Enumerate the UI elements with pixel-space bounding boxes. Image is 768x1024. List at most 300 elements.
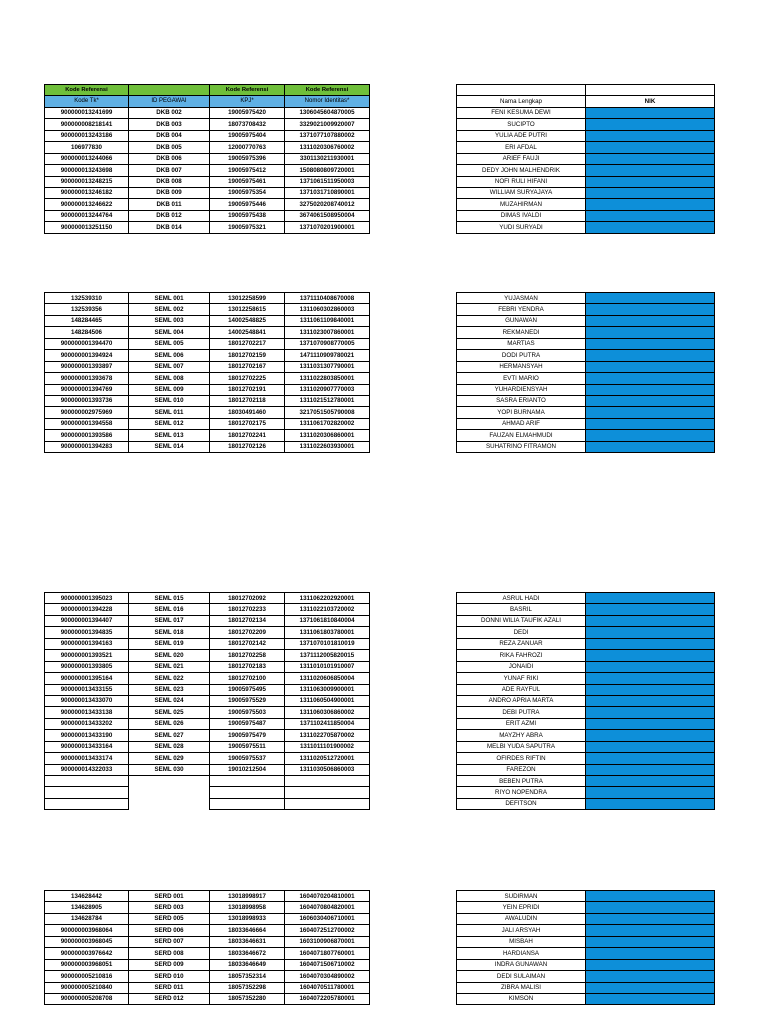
cell-nomor-identitas[interactable] [285, 776, 370, 787]
cell-nomor-identitas[interactable]: 1311020512720001 [285, 753, 370, 764]
cell-nik[interactable] [586, 776, 715, 787]
cell-kpj[interactable]: 18012702241 [210, 430, 285, 441]
cell-kode-tk[interactable]: 134628784 [45, 913, 129, 924]
cell-kpj[interactable]: 13012258615 [210, 304, 285, 315]
cell-kpj[interactable]: 18057352314 [210, 971, 285, 982]
cell-nik[interactable] [586, 361, 715, 372]
cell-kode-tk[interactable]: 900000001394924 [45, 350, 129, 361]
cell-nik[interactable] [586, 315, 715, 326]
cell-kpj[interactable]: 18012702191 [210, 384, 285, 395]
cell-nik[interactable] [586, 407, 715, 418]
cell-id-pegawai[interactable]: DKB 004 [129, 130, 210, 141]
cell-nomor-identitas[interactable]: 1371061810840004 [285, 615, 370, 626]
cell-kode-tk[interactable]: 900000013244066 [45, 153, 129, 164]
cell-kode-tk[interactable]: 900000003968051 [45, 959, 129, 970]
cell-nomor-identitas[interactable]: 1604070304890002 [285, 971, 370, 982]
cell-kode-tk[interactable]: 900000001393586 [45, 430, 129, 441]
cell-nomor-identitas[interactable]: 1311021512780001 [285, 395, 370, 406]
cell-kpj[interactable]: 19005975529 [210, 695, 285, 706]
cell-kpj[interactable]: 18030491460 [210, 407, 285, 418]
cell-nomor-identitas[interactable]: 1311063009900001 [285, 684, 370, 695]
cell-kode-tk[interactable]: 900000003968064 [45, 925, 129, 936]
cell-kode-tk[interactable]: 900000013244764 [45, 210, 129, 221]
cell-kode-tk[interactable]: 900000005208708 [45, 993, 129, 1004]
cell-nama-lengkap[interactable]: AWALUDIN [457, 913, 586, 924]
cell-nik[interactable] [586, 142, 715, 153]
cell-id-pegawai[interactable] [129, 798, 210, 809]
cell-id-pegawai[interactable]: SEML 025 [129, 707, 210, 718]
cell-nomor-identitas[interactable]: 1604070804820001 [285, 902, 370, 913]
cell-id-pegawai[interactable]: DKB 014 [129, 222, 210, 233]
cell-kpj[interactable]: 19005975537 [210, 753, 285, 764]
cell-nik[interactable] [586, 430, 715, 441]
cell-kode-tk[interactable]: 900000001394769 [45, 384, 129, 395]
cell-nik[interactable] [586, 971, 715, 982]
cell-kpj[interactable]: 18012702159 [210, 350, 285, 361]
cell-id-pegawai[interactable]: SEML 018 [129, 627, 210, 638]
cell-nomor-identitas[interactable]: 1371102411850004 [285, 718, 370, 729]
cell-kode-tk[interactable]: 900000013243186 [45, 130, 129, 141]
cell-kode-tk[interactable]: 900000008218141 [45, 119, 129, 130]
cell-id-pegawai[interactable]: SEML 013 [129, 430, 210, 441]
cell-nomor-identitas[interactable]: 1604071807760001 [285, 948, 370, 959]
cell-id-pegawai[interactable] [129, 787, 210, 798]
cell-nik[interactable] [586, 304, 715, 315]
cell-nik[interactable] [586, 718, 715, 729]
cell-nama-lengkap[interactable]: SUHATRINO FITRAMON [457, 441, 586, 452]
cell-kode-tk[interactable]: 900000003968045 [45, 936, 129, 947]
cell-nama-lengkap[interactable]: FEBRI YENDRA [457, 304, 586, 315]
cell-nomor-identitas[interactable]: 1604072512700002 [285, 925, 370, 936]
cell-kode-tk[interactable]: 900000013433164 [45, 741, 129, 752]
cell-kode-tk[interactable]: 900000001395023 [45, 593, 129, 604]
cell-nama-lengkap[interactable]: MELBI YUDA SAPUTRA [457, 741, 586, 752]
cell-nama-lengkap[interactable]: BASRIL [457, 604, 586, 615]
cell-kpj[interactable]: 19005975412 [210, 165, 285, 176]
cell-nik[interactable] [586, 902, 715, 913]
cell-kpj[interactable]: 18012702100 [210, 673, 285, 684]
cell-kpj[interactable]: 19005975503 [210, 707, 285, 718]
cell-id-pegawai[interactable]: SEML 020 [129, 650, 210, 661]
cell-nik[interactable] [586, 982, 715, 993]
cell-nama-lengkap[interactable]: YUDI SURYADI [457, 222, 586, 233]
cell-id-pegawai[interactable]: SERD 012 [129, 993, 210, 1004]
cell-nik[interactable] [586, 707, 715, 718]
cell-nik[interactable] [586, 959, 715, 970]
cell-nomor-identitas[interactable]: 1311022705870002 [285, 730, 370, 741]
cell-kode-tk[interactable]: 134628905 [45, 902, 129, 913]
cell-id-pegawai[interactable]: SEML 007 [129, 361, 210, 372]
cell-nomor-identitas[interactable]: 1371061511950003 [285, 176, 370, 187]
cell-kpj[interactable]: 18033646649 [210, 959, 285, 970]
cell-kode-tk[interactable]: 900000013246622 [45, 199, 129, 210]
cell-nomor-identitas[interactable]: 3329021009920007 [285, 119, 370, 130]
cell-id-pegawai[interactable]: SEML 009 [129, 384, 210, 395]
cell-id-pegawai[interactable]: SEML 021 [129, 661, 210, 672]
cell-nik[interactable] [586, 604, 715, 615]
cell-nik[interactable] [586, 787, 715, 798]
cell-nomor-identitas[interactable]: 1606030406710001 [285, 913, 370, 924]
cell-nik[interactable] [586, 936, 715, 947]
cell-id-pegawai[interactable]: DKB 005 [129, 142, 210, 153]
cell-kode-tk[interactable]: 900000013243698 [45, 165, 129, 176]
cell-id-pegawai[interactable]: DKB 007 [129, 165, 210, 176]
cell-kode-tk[interactable]: 900000001393805 [45, 661, 129, 672]
cell-id-pegawai[interactable]: SEML 003 [129, 315, 210, 326]
cell-nama-lengkap[interactable]: RIYO NOPENDRA [457, 787, 586, 798]
cell-kode-tk[interactable]: 132539356 [45, 304, 129, 315]
cell-nama-lengkap[interactable]: BEBEN PUTRA [457, 776, 586, 787]
cell-kode-tk[interactable] [45, 776, 129, 787]
cell-nik[interactable] [586, 119, 715, 130]
cell-nomor-identitas[interactable]: 1604072205780001 [285, 993, 370, 1004]
cell-kode-tk[interactable]: 900000013251150 [45, 222, 129, 233]
cell-kpj[interactable]: 19005975438 [210, 210, 285, 221]
cell-kode-tk[interactable]: 900000001394835 [45, 627, 129, 638]
cell-nama-lengkap[interactable]: SUCIPTO [457, 119, 586, 130]
cell-id-pegawai[interactable]: SEML 006 [129, 350, 210, 361]
cell-id-pegawai[interactable]: SEML 023 [129, 684, 210, 695]
cell-id-pegawai[interactable]: DKB 012 [129, 210, 210, 221]
cell-kpj[interactable]: 18012702233 [210, 604, 285, 615]
cell-kode-tk[interactable]: 900000013248215 [45, 176, 129, 187]
cell-id-pegawai[interactable]: DKB 003 [129, 119, 210, 130]
cell-kode-tk[interactable]: 900000001395164 [45, 673, 129, 684]
cell-nik[interactable] [586, 327, 715, 338]
cell-kode-tk[interactable]: 900000013433190 [45, 730, 129, 741]
cell-nik[interactable] [586, 176, 715, 187]
cell-nik[interactable] [586, 384, 715, 395]
cell-kpj[interactable]: 18012702217 [210, 338, 285, 349]
cell-kpj[interactable]: 18012702142 [210, 638, 285, 649]
cell-nik[interactable] [586, 627, 715, 638]
cell-nomor-identitas[interactable]: 1311022103720002 [285, 604, 370, 615]
cell-nama-lengkap[interactable]: DEBI PUTRA [457, 707, 586, 718]
cell-kode-tk[interactable]: 900000002975969 [45, 407, 129, 418]
cell-nama-lengkap[interactable]: REZA ZANUAR [457, 638, 586, 649]
cell-nik[interactable] [586, 798, 715, 809]
cell-nomor-identitas[interactable]: 1371070908770005 [285, 338, 370, 349]
cell-kode-tk[interactable]: 900000005210816 [45, 971, 129, 982]
cell-nik[interactable] [586, 891, 715, 902]
cell-id-pegawai[interactable]: SERD 011 [129, 982, 210, 993]
cell-kpj[interactable]: 19005975495 [210, 684, 285, 695]
cell-nomor-identitas[interactable]: 1603100906870001 [285, 936, 370, 947]
cell-nama-lengkap[interactable]: JONAIDI [457, 661, 586, 672]
cell-nomor-identitas[interactable] [285, 787, 370, 798]
cell-nama-lengkap[interactable]: NOFI RULI HIFANI [457, 176, 586, 187]
cell-id-pegawai[interactable]: SEML 027 [129, 730, 210, 741]
cell-nama-lengkap[interactable]: HARDIANSA [457, 948, 586, 959]
cell-nomor-identitas[interactable]: 3217051505790008 [285, 407, 370, 418]
cell-nomor-identitas[interactable]: 1311060302860003 [285, 304, 370, 315]
cell-id-pegawai[interactable]: SEML 016 [129, 604, 210, 615]
cell-nomor-identitas[interactable]: 1371070201900001 [285, 222, 370, 233]
cell-id-pegawai[interactable]: SEML 008 [129, 373, 210, 384]
cell-kode-tk[interactable]: 900000001394558 [45, 418, 129, 429]
cell-nik[interactable] [586, 187, 715, 198]
cell-nomor-identitas[interactable]: 1306045604870005 [285, 107, 370, 118]
cell-nama-lengkap[interactable]: DEDI [457, 627, 586, 638]
cell-kpj[interactable]: 18012702175 [210, 418, 285, 429]
cell-nomor-identitas[interactable]: 1311011101900002 [285, 741, 370, 752]
cell-kpj[interactable]: 12000770763 [210, 142, 285, 153]
cell-nomor-identitas[interactable]: 3674061508950004 [285, 210, 370, 221]
cell-kode-tk[interactable]: 900000001393521 [45, 650, 129, 661]
cell-id-pegawai[interactable]: SERD 010 [129, 971, 210, 982]
cell-nik[interactable] [586, 153, 715, 164]
cell-id-pegawai[interactable]: SEML 011 [129, 407, 210, 418]
cell-nomor-identitas[interactable]: 1311061803780001 [285, 627, 370, 638]
cell-nama-lengkap[interactable]: DONNI WILIA TAUFIK AZALI [457, 615, 586, 626]
cell-id-pegawai[interactable]: SERD 008 [129, 948, 210, 959]
cell-nik[interactable] [586, 222, 715, 233]
cell-nama-lengkap[interactable]: ADE RAYFUL [457, 684, 586, 695]
cell-nomor-identitas[interactable]: 1371110408670008 [285, 293, 370, 304]
cell-nama-lengkap[interactable]: DIMAS IVALDI [457, 210, 586, 221]
cell-kpj[interactable]: 18012702167 [210, 361, 285, 372]
cell-id-pegawai[interactable]: DKB 011 [129, 199, 210, 210]
cell-kpj[interactable]: 13018998933 [210, 913, 285, 924]
cell-kode-tk[interactable]: 900000001394470 [45, 338, 129, 349]
cell-nik[interactable] [586, 293, 715, 304]
cell-nik[interactable] [586, 418, 715, 429]
cell-kode-tk[interactable]: 132539310 [45, 293, 129, 304]
cell-nomor-identitas[interactable]: 1508080809720001 [285, 165, 370, 176]
cell-nama-lengkap[interactable]: MISBAH [457, 936, 586, 947]
cell-kpj[interactable]: 13012258599 [210, 293, 285, 304]
cell-nama-lengkap[interactable]: YOPI BURNAMA [457, 407, 586, 418]
cell-nik[interactable] [586, 684, 715, 695]
cell-kpj[interactable]: 13018998958 [210, 902, 285, 913]
cell-kode-tk[interactable] [45, 787, 129, 798]
cell-nama-lengkap[interactable]: ARIEF FAUJI [457, 153, 586, 164]
cell-id-pegawai[interactable]: DKB 006 [129, 153, 210, 164]
cell-nik[interactable] [586, 165, 715, 176]
cell-id-pegawai[interactable]: SEML 014 [129, 441, 210, 452]
cell-kpj[interactable]: 18057352298 [210, 982, 285, 993]
cell-nama-lengkap[interactable]: FAREZON [457, 764, 586, 775]
cell-nama-lengkap[interactable]: YUJASMAN [457, 293, 586, 304]
cell-kode-tk[interactable]: 900000001394228 [45, 604, 129, 615]
cell-kpj[interactable]: 18012702258 [210, 650, 285, 661]
cell-nama-lengkap[interactable]: YUNAF RIKI [457, 673, 586, 684]
cell-nik[interactable] [586, 441, 715, 452]
cell-nomor-identitas[interactable]: 1371112005820015 [285, 650, 370, 661]
cell-nama-lengkap[interactable]: SASRA ERIANTO [457, 395, 586, 406]
cell-nomor-identitas[interactable]: 1311020606850004 [285, 673, 370, 684]
cell-kpj[interactable]: 19010212504 [210, 764, 285, 775]
cell-kpj[interactable]: 18057352280 [210, 993, 285, 1004]
cell-nama-lengkap[interactable]: REKMANEDI [457, 327, 586, 338]
cell-nomor-identitas[interactable]: 1311022603930001 [285, 441, 370, 452]
cell-kpj[interactable] [210, 787, 285, 798]
cell-kpj[interactable]: 19005975321 [210, 222, 285, 233]
cell-id-pegawai[interactable]: DKB 008 [129, 176, 210, 187]
cell-nomor-identitas[interactable]: 1471110909780021 [285, 350, 370, 361]
cell-nama-lengkap[interactable]: HERMANSYAH [457, 361, 586, 372]
cell-nik[interactable] [586, 925, 715, 936]
cell-nik[interactable] [586, 730, 715, 741]
cell-id-pegawai[interactable]: SEML 030 [129, 764, 210, 775]
cell-kode-tk[interactable]: 148284506 [45, 327, 129, 338]
cell-nama-lengkap[interactable]: FENI KESUMA DEWI [457, 107, 586, 118]
cell-nik[interactable] [586, 753, 715, 764]
cell-nik[interactable] [586, 199, 715, 210]
cell-id-pegawai[interactable]: SEML 019 [129, 638, 210, 649]
cell-nomor-identitas[interactable]: 1311022803850001 [285, 373, 370, 384]
cell-nik[interactable] [586, 395, 715, 406]
cell-kpj[interactable]: 19005975420 [210, 107, 285, 118]
cell-kpj[interactable] [210, 776, 285, 787]
cell-kpj[interactable]: 13018998917 [210, 891, 285, 902]
cell-kode-tk[interactable]: 900000003976642 [45, 948, 129, 959]
cell-nik[interactable] [586, 695, 715, 706]
cell-nik[interactable] [586, 993, 715, 1004]
cell-nama-lengkap[interactable]: DEFITSON [457, 798, 586, 809]
cell-nomor-identitas[interactable]: 3275020208740012 [285, 199, 370, 210]
cell-nama-lengkap[interactable]: ASRUL HADI [457, 593, 586, 604]
cell-kode-tk[interactable]: 900000001394163 [45, 638, 129, 649]
cell-kpj[interactable]: 18012702209 [210, 627, 285, 638]
cell-id-pegawai[interactable]: SEML 002 [129, 304, 210, 315]
cell-nomor-identitas[interactable]: 1311010101910007 [285, 661, 370, 672]
cell-nama-lengkap[interactable]: ERIT AZMI [457, 718, 586, 729]
cell-id-pegawai[interactable]: SERD 006 [129, 925, 210, 936]
cell-nama-lengkap[interactable]: ZIBRA MALISI [457, 982, 586, 993]
cell-nik[interactable] [586, 650, 715, 661]
cell-id-pegawai[interactable]: SEML 010 [129, 395, 210, 406]
cell-id-pegawai[interactable]: SEML 001 [129, 293, 210, 304]
cell-nik[interactable] [586, 948, 715, 959]
cell-kpj[interactable]: 14002548841 [210, 327, 285, 338]
cell-nama-lengkap[interactable]: MARTIAS [457, 338, 586, 349]
cell-kode-tk[interactable]: 900000001393678 [45, 373, 129, 384]
cell-nama-lengkap[interactable]: OFIRDES RIFTIN [457, 753, 586, 764]
cell-kpj[interactable] [210, 798, 285, 809]
cell-nama-lengkap[interactable]: FAUZAN ELMAHMUDI [457, 430, 586, 441]
cell-id-pegawai[interactable]: SERD 003 [129, 902, 210, 913]
cell-nama-lengkap[interactable]: DEDI SULAIMAN [457, 971, 586, 982]
cell-nomor-identitas[interactable]: 1311062202920001 [285, 593, 370, 604]
cell-nomor-identitas[interactable]: 1604070204810001 [285, 891, 370, 902]
cell-nomor-identitas[interactable]: 1311031307790001 [285, 361, 370, 372]
cell-nomor-identitas[interactable]: 1311061702820002 [285, 418, 370, 429]
cell-kpj[interactable]: 18012702092 [210, 593, 285, 604]
cell-nik[interactable] [586, 673, 715, 684]
cell-id-pegawai[interactable]: SEML 004 [129, 327, 210, 338]
cell-id-pegawai[interactable]: SERD 009 [129, 959, 210, 970]
cell-nama-lengkap[interactable]: INDRA GUNAWAN [457, 959, 586, 970]
cell-nomor-identitas[interactable]: 1604070511780001 [285, 982, 370, 993]
cell-kpj[interactable]: 18033646631 [210, 936, 285, 947]
cell-nomor-identitas[interactable]: 1371077107880002 [285, 130, 370, 141]
cell-nama-lengkap[interactable]: JALI ARSYAH [457, 925, 586, 936]
cell-kpj[interactable]: 18012702134 [210, 615, 285, 626]
cell-nama-lengkap[interactable]: DODI PUTRA [457, 350, 586, 361]
cell-nama-lengkap[interactable]: GUNAWAN [457, 315, 586, 326]
cell-nik[interactable] [586, 373, 715, 384]
cell-id-pegawai[interactable]: SEML 024 [129, 695, 210, 706]
cell-nik[interactable] [586, 638, 715, 649]
cell-nama-lengkap[interactable]: DEDY JOHN MALHENDRIK [457, 165, 586, 176]
cell-kode-tk[interactable]: 900000014322033 [45, 764, 129, 775]
cell-nomor-identitas[interactable]: 1311060306860002 [285, 707, 370, 718]
cell-nik[interactable] [586, 130, 715, 141]
cell-id-pegawai[interactable]: SEML 022 [129, 673, 210, 684]
cell-kpj[interactable]: 19005975404 [210, 130, 285, 141]
cell-nama-lengkap[interactable]: KIMSON [457, 993, 586, 1004]
cell-kpj[interactable]: 19005975479 [210, 730, 285, 741]
cell-kode-tk[interactable]: 106977830 [45, 142, 129, 153]
cell-nomor-identitas[interactable]: 1604071506710002 [285, 959, 370, 970]
cell-nik[interactable] [586, 913, 715, 924]
cell-nik[interactable] [586, 107, 715, 118]
cell-nomor-identitas[interactable]: 1311061109840001 [285, 315, 370, 326]
cell-nama-lengkap[interactable]: AHMAD ARIF [457, 418, 586, 429]
cell-nama-lengkap[interactable]: ERI AFDAL [457, 142, 586, 153]
cell-kpj[interactable]: 18012702183 [210, 661, 285, 672]
cell-kpj[interactable]: 19005975354 [210, 187, 285, 198]
cell-nik[interactable] [586, 338, 715, 349]
cell-kode-tk[interactable]: 900000013433202 [45, 718, 129, 729]
cell-kode-tk[interactable]: 900000001394283 [45, 441, 129, 452]
cell-id-pegawai[interactable]: SEML 005 [129, 338, 210, 349]
cell-kpj[interactable]: 18073708432 [210, 119, 285, 130]
cell-kpj[interactable]: 19005975396 [210, 153, 285, 164]
cell-nama-lengkap[interactable]: WILLIAM SURYAJAYA [457, 187, 586, 198]
cell-kpj[interactable]: 14002548825 [210, 315, 285, 326]
cell-nama-lengkap[interactable]: RIKA FAHROZI [457, 650, 586, 661]
cell-nik[interactable] [586, 210, 715, 221]
cell-nik[interactable] [586, 764, 715, 775]
cell-nik[interactable] [586, 615, 715, 626]
cell-kode-tk[interactable]: 900000013433174 [45, 753, 129, 764]
cell-kpj[interactable]: 19005975461 [210, 176, 285, 187]
cell-kode-tk[interactable]: 900000013433138 [45, 707, 129, 718]
cell-kode-tk[interactable]: 148284465 [45, 315, 129, 326]
cell-id-pegawai[interactable]: SEML 028 [129, 741, 210, 752]
cell-id-pegawai[interactable]: SERD 005 [129, 913, 210, 924]
cell-nik[interactable] [586, 593, 715, 604]
cell-nama-lengkap[interactable]: YULIA ADE PUTRI [457, 130, 586, 141]
cell-nama-lengkap[interactable]: ANDRO APRIA MARTA [457, 695, 586, 706]
cell-kode-tk[interactable]: 900000013241699 [45, 107, 129, 118]
cell-nomor-identitas[interactable]: 1311030506860003 [285, 764, 370, 775]
cell-nama-lengkap[interactable]: YUHARDIENSYAH [457, 384, 586, 395]
cell-kode-tk[interactable]: 900000001393897 [45, 361, 129, 372]
cell-id-pegawai[interactable]: DKB 009 [129, 187, 210, 198]
cell-id-pegawai[interactable]: SEML 029 [129, 753, 210, 764]
cell-kpj[interactable]: 19005975511 [210, 741, 285, 752]
cell-kode-tk[interactable] [45, 798, 129, 809]
cell-kode-tk[interactable]: 900000001394407 [45, 615, 129, 626]
cell-id-pegawai[interactable]: SERD 001 [129, 891, 210, 902]
cell-id-pegawai[interactable]: SERD 007 [129, 936, 210, 947]
cell-nik[interactable] [586, 661, 715, 672]
cell-nomor-identitas[interactable]: 1311020306760002 [285, 142, 370, 153]
cell-nomor-identitas[interactable]: 3301130211930001 [285, 153, 370, 164]
cell-nomor-identitas[interactable]: 1371031710890001 [285, 187, 370, 198]
cell-nik[interactable] [586, 350, 715, 361]
cell-kpj[interactable]: 18012702118 [210, 395, 285, 406]
cell-nama-lengkap[interactable]: EVTI MARIO [457, 373, 586, 384]
cell-kpj[interactable]: 18012702126 [210, 441, 285, 452]
cell-kode-tk[interactable]: 900000013433070 [45, 695, 129, 706]
cell-nama-lengkap[interactable]: MUZAHIRMAN [457, 199, 586, 210]
cell-kpj[interactable]: 18033646672 [210, 948, 285, 959]
cell-nomor-identitas[interactable]: 1311060504900001 [285, 695, 370, 706]
